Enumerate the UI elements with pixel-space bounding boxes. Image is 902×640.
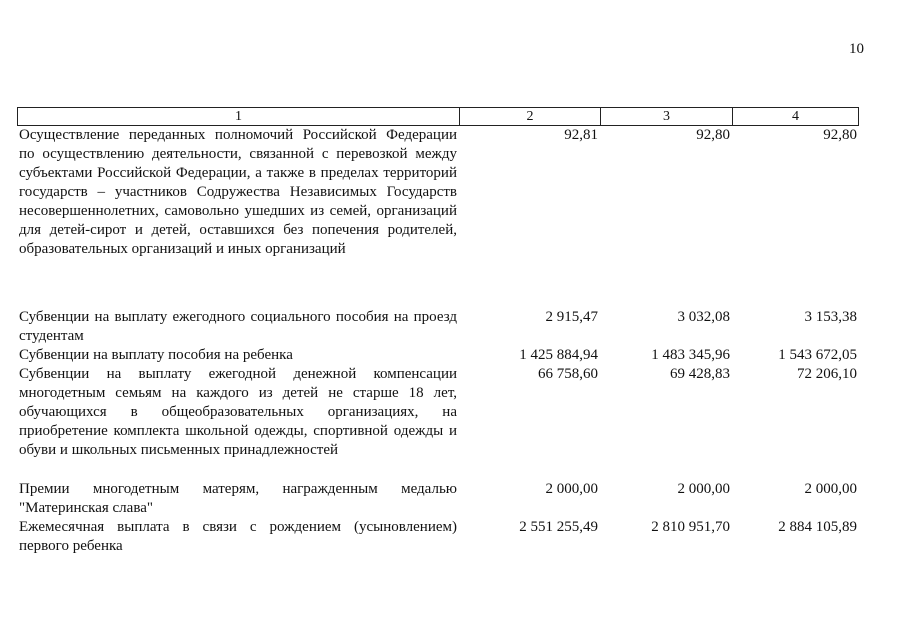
description-line: приобретение комплекта школьной одежды, спортивной одежды и [19, 423, 457, 439]
value-col-3: 2 810 951,70 [651, 519, 730, 535]
header-col-3: 3 [600, 107, 732, 126]
row-description [17, 365, 459, 460]
description-line: для детей-сирот и детей, оставшихся без попечения родителей, [19, 222, 457, 238]
description-line: субъектами Российской Федерации, а также в пределах территорий [19, 165, 457, 181]
value-col-4: 2 000,00 [804, 481, 857, 497]
description-line: многодетным семьям на каждого из детей не старше 18 лет, [19, 385, 457, 401]
description-line: Осуществление переданных полномочий Российской Федерации [19, 127, 457, 143]
value-col-2: 92,81 [564, 127, 598, 143]
value-col-2: 2 915,47 [545, 309, 598, 325]
description-line: Премии многодетным матерям, награжденным медалью [19, 481, 457, 497]
header-col-4: 4 [732, 107, 859, 126]
description-line: Ежемесячная выплата в связи с рождением (усыновлением) [19, 519, 457, 535]
header-col-1: 1 [17, 107, 459, 126]
description-line: Субвенции на выплату ежегодной денежной компенсации [19, 366, 457, 382]
table-row [17, 365, 859, 460]
description-line: по осуществлению деятельности, связанной с перевозкой между [19, 146, 457, 162]
description-line: образовательных организаций и иных организаций [19, 241, 346, 257]
value-col-2: 2 551 255,49 [519, 519, 598, 535]
row-description [17, 518, 459, 556]
value-col-3: 2 000,00 [677, 481, 730, 497]
table-row [17, 126, 859, 259]
description-line: несовершеннолетних, самовольно ушедших из семей, организаций [19, 203, 457, 219]
row-description [17, 480, 459, 518]
value-col-4: 3 153,38 [804, 309, 857, 325]
budget-table [17, 107, 859, 556]
value-col-3: 1 483 345,96 [651, 347, 730, 363]
table-row [17, 346, 859, 365]
header-col-2: 2 [459, 107, 600, 126]
value-col-3: 3 032,08 [677, 309, 730, 325]
row-description [17, 346, 459, 365]
value-col-4: 2 884 105,89 [778, 519, 857, 535]
description-line: государств – участников Содружества Независимых Государств [19, 184, 457, 200]
description-line: первого ребенка [19, 538, 123, 554]
value-col-2: 66 758,60 [538, 366, 598, 382]
row-description [17, 126, 459, 259]
table-row [17, 308, 859, 346]
table-row [17, 480, 859, 518]
table-body [17, 126, 859, 556]
value-col-2: 1 425 884,94 [519, 347, 598, 363]
description-line: обуви и школьных письменных принадлежностей [19, 442, 339, 458]
description-line: обучающихся в общеобразовательных организациях, на [19, 404, 457, 420]
value-col-3: 92,80 [696, 127, 730, 143]
page-number: 10 [849, 41, 864, 57]
row-description [17, 308, 459, 346]
value-col-3: 69 428,83 [670, 366, 730, 382]
value-col-2: 2 000,00 [545, 481, 598, 497]
table-header-row [17, 107, 859, 126]
description-line: студентам [19, 328, 84, 344]
value-col-4: 1 543 672,05 [778, 347, 857, 363]
description-line: "Материнская слава" [19, 500, 153, 516]
value-col-4: 92,80 [823, 127, 857, 143]
description-line: Субвенции на выплату ежегодного социального пособия на проезд [19, 309, 457, 325]
table-row [17, 518, 859, 556]
value-col-4: 72 206,10 [797, 366, 857, 382]
description-line: Субвенции на выплату пособия на ребенка [19, 347, 293, 363]
